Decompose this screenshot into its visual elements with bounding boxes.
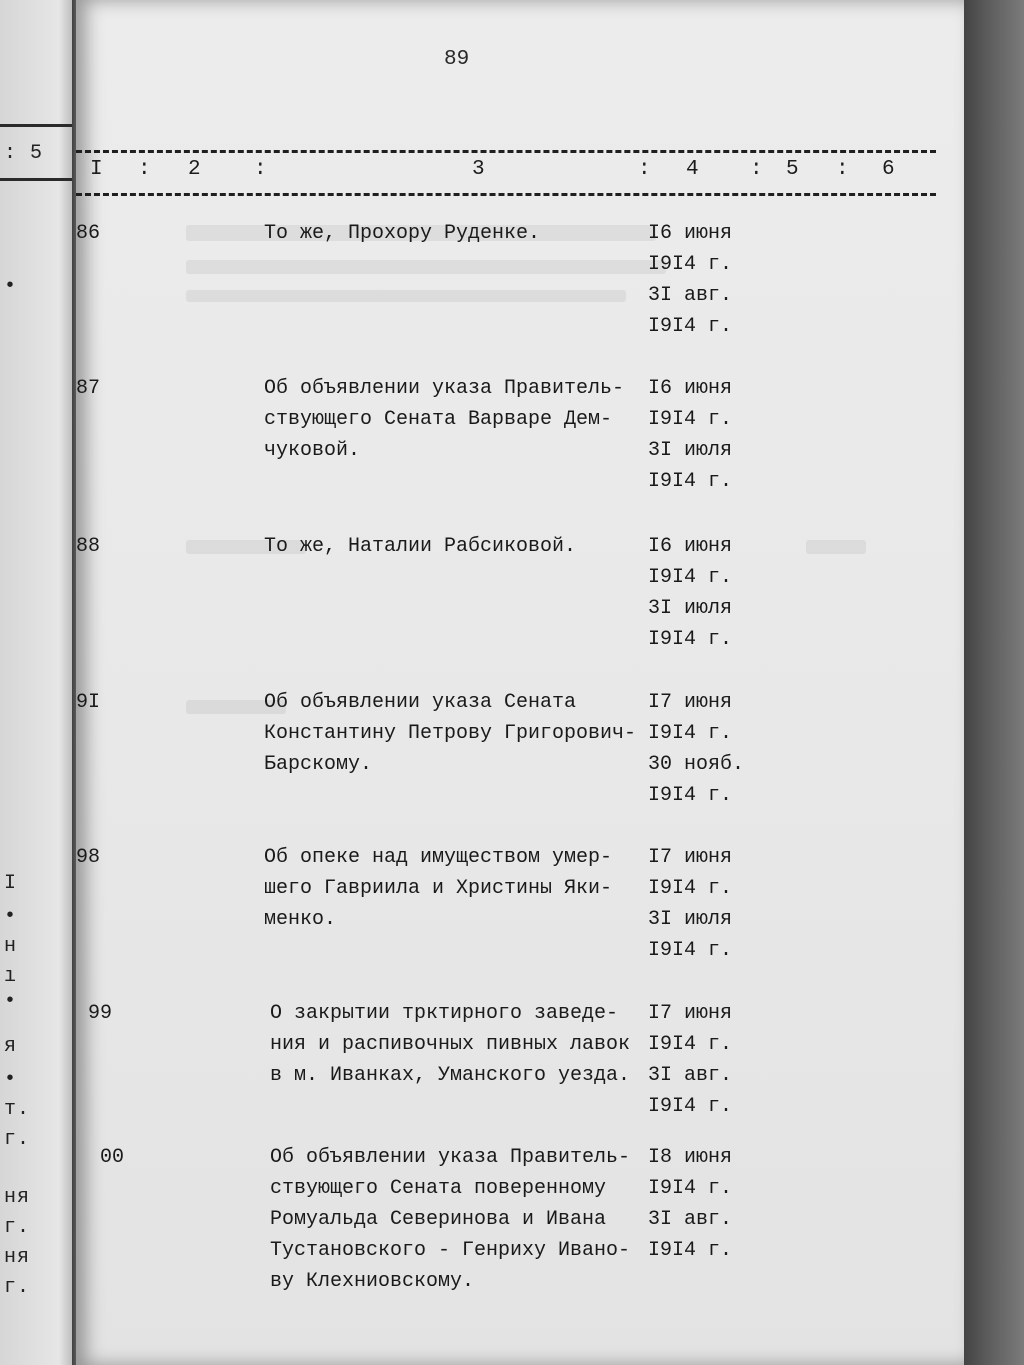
row-title: О закрытии трктирного заведе- ния и распивочных пивных лавок в м. Иванках, Уманского уезда. bbox=[270, 1002, 631, 1087]
column-header-separator: : bbox=[638, 158, 651, 181]
page-number: 89 bbox=[444, 48, 470, 71]
date-start-day: I7 июня bbox=[648, 846, 733, 869]
bleed-through-mark bbox=[186, 260, 666, 274]
margin-fragment: я bbox=[4, 1035, 18, 1058]
row-number: 88 bbox=[76, 535, 101, 558]
row-title: Об опеке над имуществом умер- шего Гавриила и Христины Яки- менко. bbox=[264, 846, 613, 931]
document-page bbox=[76, 0, 964, 1365]
margin-fragment: ня bbox=[4, 1246, 31, 1269]
margin-fragment: I bbox=[4, 872, 18, 895]
margin-fragment: т. bbox=[4, 1098, 31, 1121]
row-number: 00 bbox=[100, 1146, 125, 1169]
column-header-separator: : bbox=[750, 158, 763, 181]
column-header-2: 2 bbox=[188, 158, 201, 181]
date-end-year: I9I4 г. bbox=[648, 470, 733, 493]
table-header-rule-bottom bbox=[76, 193, 936, 196]
margin-fragment: г. bbox=[4, 1216, 31, 1239]
date-start-year: I9I4 г. bbox=[648, 253, 733, 276]
row-number: 87 bbox=[76, 377, 101, 400]
column-header-separator: : bbox=[836, 158, 849, 181]
date-end-day: 3I июля bbox=[648, 908, 733, 931]
margin-fragment: • bbox=[4, 905, 18, 928]
column-header-separator: : bbox=[138, 158, 151, 181]
date-start-year: I9I4 г. bbox=[648, 722, 733, 745]
date-end-year: I9I4 г. bbox=[648, 315, 733, 338]
date-end-day: 3I авг. bbox=[648, 1208, 733, 1231]
date-end-year: I9I4 г. bbox=[648, 1095, 733, 1118]
date-start-day: I6 июня bbox=[648, 535, 733, 558]
column-header-5: 5 bbox=[786, 158, 799, 181]
row-dates bbox=[648, 842, 778, 966]
column-header-3: 3 bbox=[472, 158, 485, 181]
date-end-year: I9I4 г. bbox=[648, 784, 733, 807]
bleed-through-mark bbox=[806, 540, 866, 554]
row-dates bbox=[648, 998, 778, 1122]
date-end-year: I9I4 г. bbox=[648, 628, 733, 651]
row-dates bbox=[648, 218, 778, 342]
date-start-day: I7 июня bbox=[648, 1002, 733, 1025]
row-title: То же, Прохору Руденке. bbox=[264, 222, 541, 245]
date-start-year: I9I4 г. bbox=[648, 877, 733, 900]
row-number: 9I bbox=[76, 691, 101, 714]
column-header-4: 4 bbox=[686, 158, 699, 181]
row-dates bbox=[648, 1142, 778, 1266]
date-start-day: I6 июня bbox=[648, 377, 733, 400]
date-end-day: 3I июля bbox=[648, 597, 733, 620]
margin-fragment: • bbox=[4, 990, 18, 1013]
date-end-day: 3I авг. bbox=[648, 284, 733, 307]
margin-fragment: • bbox=[4, 275, 18, 298]
column-header-1: I bbox=[90, 158, 103, 181]
date-start-year: I9I4 г. bbox=[648, 1177, 733, 1200]
row-number: 86 bbox=[76, 222, 101, 245]
row-number: 99 bbox=[88, 1002, 113, 1025]
column-header-separator: : bbox=[254, 158, 267, 181]
margin-fragment: ня bbox=[4, 1186, 31, 1209]
row-dates bbox=[648, 373, 778, 497]
right-page-edge bbox=[960, 0, 1024, 1365]
row-dates bbox=[648, 531, 778, 655]
date-end-day: 3I авг. bbox=[648, 1064, 733, 1087]
row-number: 98 bbox=[76, 846, 101, 869]
row-title: Об объявлении указа Правитель- ствующего Сената Варваре Дем- чуковой. bbox=[264, 377, 625, 462]
bleed-through-mark bbox=[186, 290, 626, 302]
row-title: То же, Наталии Рабсиковой. bbox=[264, 535, 577, 558]
date-start-year: I9I4 г. bbox=[648, 408, 733, 431]
date-end-year: I9I4 г. bbox=[648, 939, 733, 962]
row-dates bbox=[648, 687, 778, 811]
column-header-6: 6 bbox=[882, 158, 895, 181]
date-start-day: I6 июня bbox=[648, 222, 733, 245]
margin-fragment: г. bbox=[4, 1128, 31, 1151]
date-end-year: I9I4 г. bbox=[648, 1239, 733, 1262]
previous-page-header-fragment: : 5 bbox=[4, 142, 44, 165]
row-title: Об объявлении указа Правитель- ствующего Сената поверенному Ромуальда Северинова и Ивана Тустановского - Генриху Ивано- ву Клехниовскому. bbox=[270, 1146, 631, 1293]
margin-fragment: г. bbox=[4, 1276, 31, 1299]
margin-fragment: н bbox=[4, 935, 18, 958]
date-start-year: I9I4 г. bbox=[648, 566, 733, 589]
margin-fragment: ı bbox=[4, 965, 18, 988]
row-title: Об объявлении указа Сената Константину Петрову Григорович- Барскому. bbox=[264, 691, 637, 776]
date-start-year: I9I4 г. bbox=[648, 1033, 733, 1056]
date-end-day: 3I июля bbox=[648, 439, 733, 462]
date-start-day: I8 июня bbox=[648, 1146, 733, 1169]
margin-fragment: • bbox=[4, 1068, 18, 1091]
date-end-day: 30 нояб. bbox=[648, 753, 745, 776]
table-header-rule-top bbox=[76, 150, 936, 153]
date-start-day: I7 июня bbox=[648, 691, 733, 714]
